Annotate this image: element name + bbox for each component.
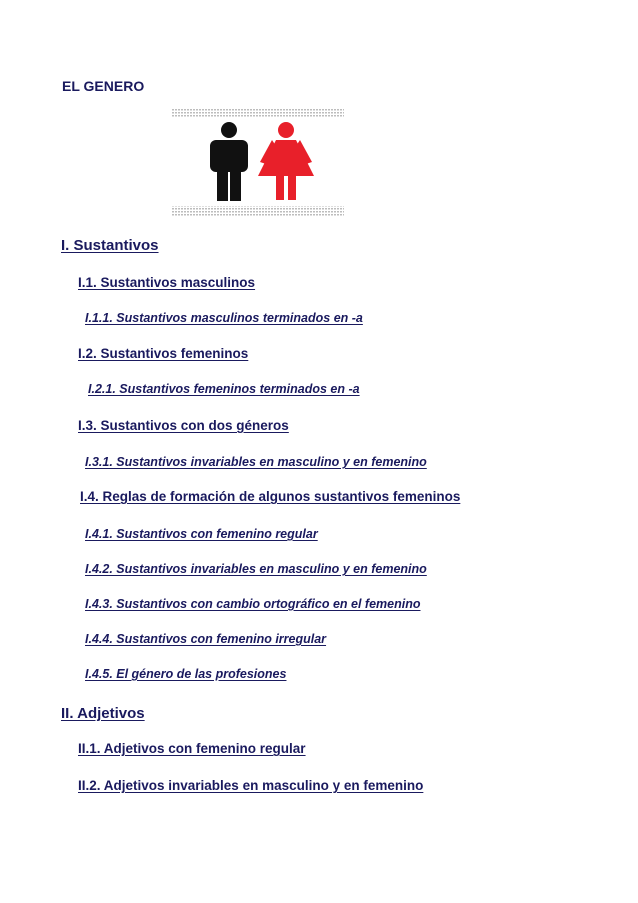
toc-sustantivos[interactable]: I. Sustantivos bbox=[61, 237, 159, 254]
gender-illustration bbox=[172, 106, 344, 218]
toc-adjetivos[interactable]: II. Adjetivos bbox=[61, 705, 145, 722]
toc-adjetivos-regular[interactable]: II.1. Adjetivos con femenino regular bbox=[78, 741, 306, 756]
document-title: EL GENERO bbox=[62, 78, 145, 94]
toc-adjetivos-invariables[interactable]: II.2. Adjetivos invariables en masculino y en femenino bbox=[78, 778, 424, 793]
toc-femenino-irregular[interactable]: I.4.4. Sustantivos con femenino irregular bbox=[85, 632, 327, 646]
toc-invariables-2[interactable]: I.4.2. Sustantivos invariables en masculino y en femenino bbox=[85, 562, 427, 576]
toc-sustantivos-femeninos[interactable]: I.2. Sustantivos femeninos bbox=[78, 346, 249, 361]
toc-reglas-formacion[interactable]: I.4. Reglas de formación de algunos sustantivos femeninos bbox=[80, 489, 461, 504]
toc-femenino-regular[interactable]: I.4.1. Sustantivos con femenino regular bbox=[85, 527, 318, 541]
toc-cambio-ortografico[interactable]: I.4.3. Sustantivos con cambio ortográfico en el femenino bbox=[85, 597, 421, 611]
man-icon bbox=[210, 122, 248, 201]
toc-masculinos-terminados-a[interactable]: I.1.1. Sustantivos masculinos terminados en -a bbox=[85, 311, 363, 325]
bottom-stripe bbox=[172, 206, 344, 216]
woman-icon bbox=[258, 122, 314, 200]
toc-profesiones[interactable]: I.4.5. El género de las profesiones bbox=[85, 667, 287, 681]
toc-invariables-1[interactable]: I.3.1. Sustantivos invariables en masculino y en femenino bbox=[85, 455, 427, 469]
toc-femeninos-terminados-a[interactable]: I.2.1. Sustantivos femeninos terminados en -a bbox=[88, 382, 360, 396]
toc-dos-generos[interactable]: I.3. Sustantivos con dos géneros bbox=[78, 418, 289, 433]
top-stripe bbox=[172, 108, 344, 118]
toc-sustantivos-masculinos[interactable]: I.1. Sustantivos masculinos bbox=[78, 275, 256, 290]
